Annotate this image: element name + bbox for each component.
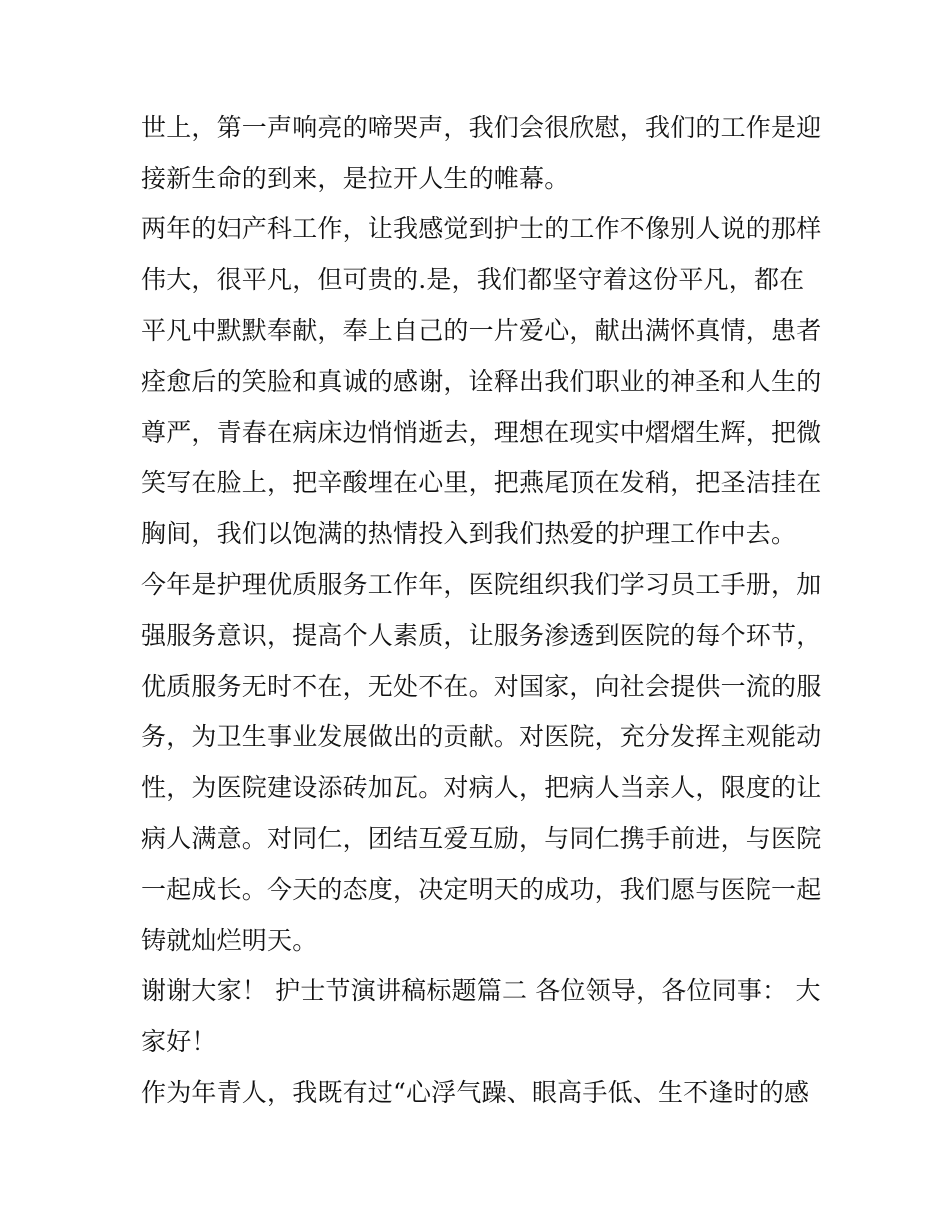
text-line: 两年的妇产科工作，让我感觉到护士的工作不像别人说的那样 [141, 214, 822, 243]
text-line: 性，为医院建设添砖加瓦。对病人，把病人当亲人，限度的让 [141, 773, 822, 802]
text-line: 务，为卫生事业发展做出的贡献。对医院，充分发挥主观能动 [141, 722, 822, 751]
text-line: 接新生命的到来，是拉开人生的帷幕。 [141, 164, 570, 193]
text-line: 今年是护理优质服务工作年，医院组织我们学习员工手册，加 [141, 570, 822, 599]
text-line: 伟大，很平凡，但可贵的.是，我们都坚守着这份平凡，都在 [141, 265, 805, 294]
text-line: 世上，第一声响亮的啼哭声，我们会很欣慰，我们的工作是迎 [141, 113, 822, 142]
text-line: 尊严，青春在病床边悄悄逝去，理想在现实中熠熠生辉，把微 [141, 418, 822, 447]
text-line: 家好！ [141, 1027, 217, 1056]
text-line: 痊愈后的笑脸和真诚的感谢，诠释出我们职业的神圣和人生的 [141, 367, 822, 396]
text-line: 作为年青人，我既有过“心浮气躁、眼高手低、生不逢时的感 [141, 1078, 810, 1107]
text-line: 强服务意识，提高个人素质，让服务渗透到医院的每个环节， [141, 621, 822, 650]
text-line: 一起成长。今天的态度，决定明天的成功，我们愿与医院一起 [141, 875, 822, 904]
text-line: 胸间，我们以饱满的热情投入到我们热爱的护理工作中去。 [141, 519, 797, 548]
text-line: 平凡中默默奉献，奉上自己的一片爱心，献出满怀真情，患者 [141, 316, 822, 345]
text-line: 优质服务无时不在，无处不在。对国家，向社会提供一流的服 [141, 672, 822, 701]
text-line: 笑写在脸上，把辛酸埋在心里，把燕尾顶在发稍，把圣洁挂在 [141, 468, 822, 497]
text-line: 铸就灿烂明天。 [141, 926, 318, 955]
text-line: 病人满意。对同仁，团结互爱互励，与同仁携手前进，与医院 [141, 824, 822, 853]
text-line: 谢谢大家！ 护士节演讲稿标题篇二 各位领导，各位同事： 大 [141, 976, 821, 1005]
